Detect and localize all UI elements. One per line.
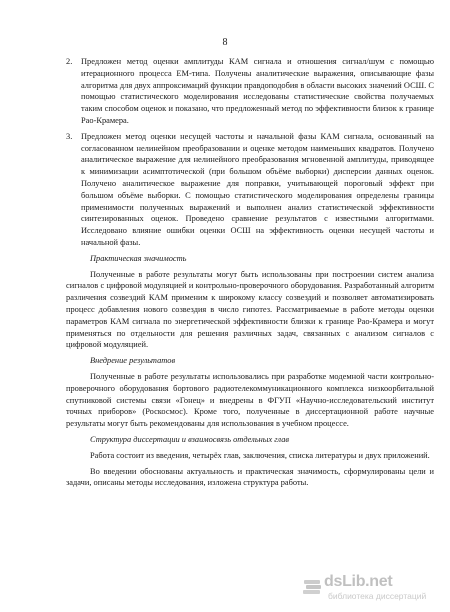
list-item-text: Предложен метод оценки амплитуды КАМ сигнала и отношения сигнал/шум с помощью итерационного процесса EM-типа. Получены аналитические выражения, описывающие фазы алгоритма для двух аппроксимаций функции правдоподобия в области высоких значений ОСШ. С помощью статистического моделирования исследованы статистические свойства получаемых таким способом оценок и показано, что предложенный метод по эффективности близок к границе Рао-Крамера. <box>81 57 434 125</box>
book-stack-icon <box>302 577 324 597</box>
section-heading-implementation: Внедрение результатов <box>90 356 176 366</box>
list-item-number: 3. <box>66 131 73 141</box>
dslib-watermark <box>302 575 442 605</box>
section-heading-structure: Структура диссертации и взаимосвязь отдельных глав <box>90 434 290 444</box>
watermark-caption: библиотека диссертаций <box>328 591 427 601</box>
paragraph: Полученные в работе результаты использовались при разработке модемной части контрольно-проверочного оборудования бортового радиотелекоммуникационного комплекса низкоорбитальной спутниковой системы связи «Гонец» и внедрены в ФГУП «Научно-исследовательский институт точных приборов» (Роскосмос). Кроме того, полученные в диссертационной работе научные результаты могут быть рекомендованы для использования в учебном процессе. <box>66 371 434 429</box>
watermark-site-name: dsLib.net <box>324 573 393 590</box>
list-item <box>66 56 434 127</box>
section-heading-practical-significance: Практическая значимость <box>90 253 187 263</box>
list-item-number: 2. <box>66 57 73 66</box>
page-number: 8 <box>222 37 228 48</box>
paragraph: Во введении обоснованы актуальность и практическая значимость, сформулированы цели и задачи, описаны методы исследования, изложена структура работы. <box>66 466 434 488</box>
list-item-text: Предложен метод оценки несущей частоты и начальной фазы КАМ сигнала, основанный на согласованном нелинейном преобразовании и оценке методом наименьших квадратов. Получено аналитическое выражение для нелинейного преобразования мгновенной амплитуды, приводящее к минимизации асимптотической (при большом объёме выборки) дисперсии данных оценок. Получено аналитическое выражение для поправки, учитывающей пороговый эффект при большом объёме выборки. С помощью статистического моделирования определены границы применимости полученных выражений и выполнен анализ статистической эффективности синтезированных оценок. Проведено сравнение результатов с известными алгоритмами. Исследовано влияние ошибки оценки ОСШ на эффективность оценки несущей частоты и начальной фазы. <box>81 131 434 247</box>
paragraph: Работа состоит из введения, четырёх глав, заключения, списка литературы и двух приложений. <box>90 450 430 460</box>
list-item <box>66 131 434 249</box>
page-content <box>66 56 434 493</box>
paragraph: Полученные в работе результаты могут быть использованы при построении систем анализа сигналов с цифровой модуляцией и контрольно-проверочного оборудования. Разработанный алгоритм различения созвездий КАМ применим к широкому классу созвездий и позволяет автоматизировать процесс добавления нового созвездия в число гипотез. Рассматриваемые в работе методы оценки параметров КАМ сигнала по энергетической эффективности близки к границе Рао-Крамера и могут применяться по отдельности для решения различных задач, связанных с анализом сигналов с цифровой модуляцией. <box>66 269 434 350</box>
